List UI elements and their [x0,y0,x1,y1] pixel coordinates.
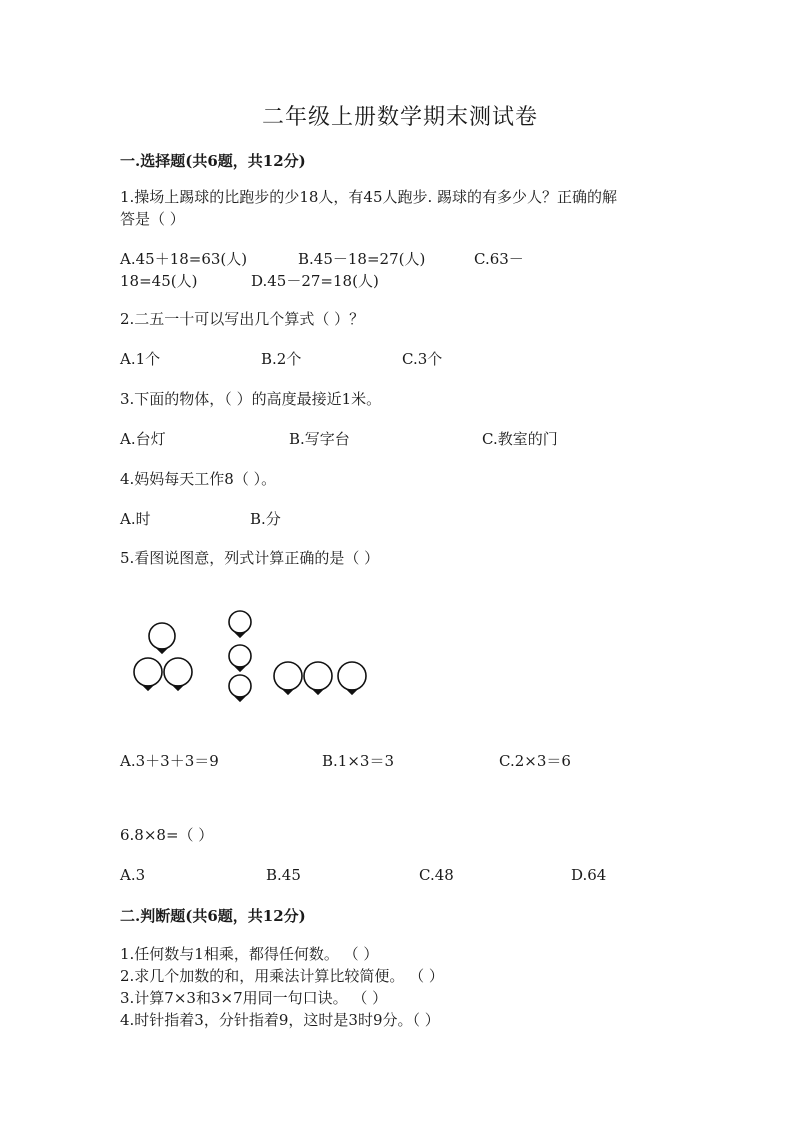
q3-text: 3.下面的物体，（ ）的高度最接近1米。 [120,390,382,408]
balloon-icon [164,658,192,690]
judgement-item: 3.计算7×3和3×7用同一句口诀。 （ ） [120,989,388,1007]
q1-option-d: D.45－27=18(人) [251,272,379,290]
q3-option-a: A.台灯 [120,430,166,448]
q6-option-d: D.64 [571,866,607,884]
judgement-item: 4.时针指着3，分针指着9，这时是3时9分。（ ） [120,1011,440,1029]
section1-heading: 一.选择题(共6题，共12分) [120,152,306,170]
judgement-item: 1.任何数与1相乘，都得任何数。 （ ） [120,945,379,963]
q2-text: 2.二五一十可以写出几个算式（ ）？ [120,310,365,328]
q1-option-a: A.45＋18=63(人) [120,250,248,268]
q4-option-a: A.时 [120,510,151,528]
balloon-icon [304,662,332,694]
q1-text-line1: 1.操场上踢球的比跑步的少18人，有45人跑步. 踢球的有多少人？正确的解 [120,188,618,206]
q4-text: 4.妈妈每天工作8（ ）。 [120,470,277,488]
q6-option-c: C.48 [419,866,454,884]
q3-option-b: B.写字台 [289,430,350,448]
page-title: 二年级上册数学期末测试卷 [261,105,538,130]
balloon-icon [229,645,251,671]
balloon-icon [274,662,302,694]
q5-text: 5.看图说图意，列式计算正确的是（ ） [120,549,380,567]
q1-option-c-part1: C.63－ [474,250,524,268]
q6-option-b: B.45 [266,866,301,884]
q6-text: 6.8×8=（ ） [120,826,214,844]
balloon-icon [229,675,251,701]
q6-option-a: A.3 [120,866,146,884]
balloons-figure [120,600,380,710]
q2-option-c: C.3个 [402,350,443,368]
q2-option-b: B.2个 [261,350,302,368]
q5-option-a: A.3＋3＋3＝9 [120,752,219,770]
balloon-icon [134,658,162,690]
balloon-icon [338,662,366,694]
judgement-item: 2.求几个加数的和，用乘法计算比较简便。 （ ） [120,967,444,985]
balloon-icon [229,611,251,637]
balloon-icon [149,623,175,653]
q4-option-b: B.分 [250,510,281,528]
q3-option-c: C.教室的门 [482,430,558,448]
q2-option-a: A.1个 [120,350,161,368]
q5-option-c: C.2×3＝6 [499,752,571,770]
q5-option-b: B.1×3＝3 [322,752,394,770]
section2-heading: 二.判断题(共6题，共12分) [120,907,306,925]
q1-option-b: B.45－18=27(人) [298,250,426,268]
q1-text-line2: 答是（ ） [120,210,185,228]
q1-option-c-part2: 18=45(人) [120,272,198,290]
